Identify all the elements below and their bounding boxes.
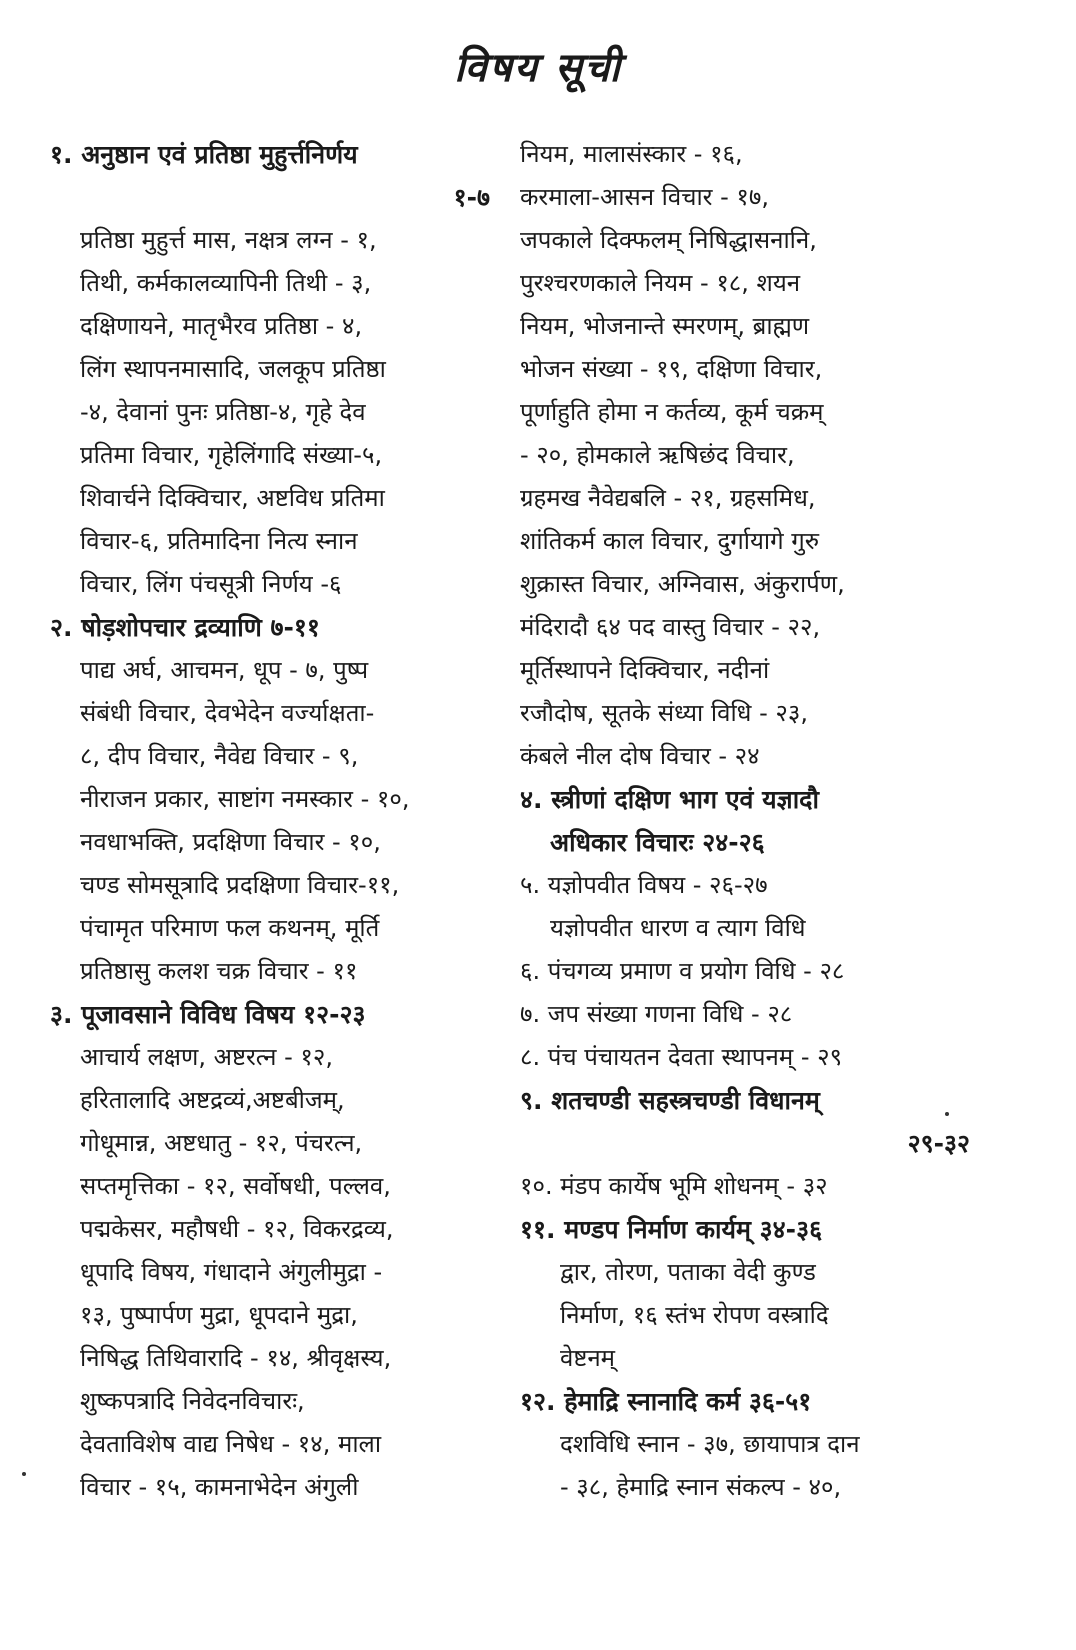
toc-line: पद्मकेसर, महौषधी - १२, विकरद्रव्य, [80,1215,394,1243]
toc-line: मूर्तिस्थापने दिक्विचार, नदीनां [520,656,770,684]
toc-line: ७. जप संख्या गणना विधि - २८ [520,1000,793,1028]
toc-line: शुष्कपत्रादि निवेदनविचारः, [80,1387,305,1415]
toc-line: निर्माण, १६ स्तंभ रोपण वस्त्रादि [560,1301,829,1329]
toc-line: रजौदोष, सूतके संध्या विधि - २३, [520,699,808,727]
toc-line: तिथी, कर्मकालव्यापिनी तिथी - ३, [80,269,372,297]
toc-line: ८, दीप विचार, नैवेद्य विचार - ९, [80,742,359,770]
toc-line: धूपादि विषय, गंधादाने अंगुलीमुद्रा - [80,1258,383,1286]
toc-line: ९. शतचण्डी सहस्त्रचण्डी विधानम् [520,1086,820,1115]
toc-line: जपकाले दिक्फलम् निषिद्धासनानि, [520,226,817,254]
toc-line: २९-३२ [907,1129,970,1158]
toc-line: - २०, होमकाले ऋषिछंद विचार, [520,441,795,469]
toc-line: करमाला-आसन विचार - १७, [520,183,770,211]
toc-line: प्रतिष्ठासु कलश चक्र विचार - ११ [80,957,358,985]
toc-line: १-७ [453,183,490,212]
toc-line: ५. यज्ञोपवीत विषय - २६-२७ [520,871,768,899]
toc-line: गोधूमान्न, अष्टधातु - १२, पंचरत्न, [80,1129,363,1157]
toc-line: सप्तमृत्तिका - १२, सर्वोषधी, पल्लव, [80,1172,391,1200]
toc-line: ३. पूजावसाने विविध विषय १२-२३ [50,1000,366,1029]
toc-line: दशविधि स्नान - ३७, छायापात्र दान [560,1430,860,1458]
toc-line: कंबले नील दोष विचार - २४ [520,742,760,770]
toc-line: नियम, मालासंस्कार - १६, [520,140,743,168]
toc-line: आचार्य लक्षण, अष्टरत्न - १२, [80,1043,333,1071]
toc-right-column [520,133,990,1509]
toc-line: दक्षिणायने, मातृभैरव प्रतिष्ठा - ४, [80,312,363,340]
toc-line: शुक्रास्त विचार, अग्निवास, अंकुरार्पण, [520,570,845,598]
toc-line: नवधाभक्ति, प्रदक्षिणा विचार - १०, [80,828,381,856]
toc-line: शांतिकर्म काल विचार, दुर्गायागे गुरु [520,527,820,555]
toc-line: प्रतिमा विचार, गृहेलिंगादि संख्या-५, [80,441,383,469]
toc-line: शिवार्चने दिक्विचार, अष्टविध प्रतिमा [80,484,385,512]
toc-line: वेष्टनम् [560,1344,616,1372]
page-speck [945,1112,949,1116]
toc-line: संबंधी विचार, देवभेदेन वर्ज्याक्षता- [80,699,375,727]
toc-line: ६. पंचगव्य प्रमाण व प्रयोग विधि - २८ [520,957,845,985]
toc-line: भोजन संख्या - १९, दक्षिणा विचार, [520,355,823,383]
toc-line: अधिकार विचारः २४-२६ [550,828,765,857]
toc-line: पाद्य अर्घ, आचमन, धूप - ७, पुष्प [80,656,369,684]
page-title: विषय सूची [454,45,622,91]
toc-line: चण्ड सोमसूत्रादि प्रदक्षिणा विचार-११, [80,871,400,899]
toc-line: -४, देवानां पुनः प्रतिष्ठा-४, गृहे देव [80,398,366,426]
toc-line: ४. स्त्रीणां दक्षिण भाग एवं यज्ञादौ [520,785,819,814]
toc-line: ८. पंच पंचायतन देवता स्थापनम् - २९ [520,1043,843,1071]
toc-line: २. षोड़शोपचार द्रव्याणि ७-११ [50,613,320,642]
toc-line: विचार-६, प्रतिमादिना नित्य स्नान [80,527,358,555]
toc-line: द्वार, तोरण, पताका वेदी कुण्ड [560,1258,816,1286]
toc-line: लिंग स्थापनमासादि, जलकूप प्रतिष्ठा [80,355,386,383]
toc-line: १२. हेमाद्रि स्नानादि कर्म ३६-५१ [520,1387,812,1416]
toc-line: यज्ञोपवीत धारण व त्याग विधि [550,914,806,942]
toc-line: - ३८, हेमाद्रि स्नान संकल्प - ४०, [560,1473,842,1501]
toc-line: मंदिरादौ ६४ पद वास्तु विचार - २२, [520,613,821,641]
toc-left-column [50,133,510,1509]
page-speck [22,1472,26,1476]
toc-line: पुरश्चरणकाले नियम - १८, शयन [520,269,801,297]
toc-line: पूर्णाहुति होमा न कर्तव्य, कूर्म चक्रम् [520,398,824,426]
toc-line: प्रतिष्ठा मुहुर्त्त मास, नक्षत्र लग्न - १, [80,226,377,254]
toc-line: नियम, भोजनान्ते स्मरणम्, ब्राह्मण [520,312,810,340]
toc-line: १. अनुष्ठान एवं प्रतिष्ठा मुहुर्त्तनिर्णय [50,140,358,169]
toc-line: निषिद्ध तिथिवारादि - १४, श्रीवृक्षस्य, [80,1344,392,1372]
toc-line: देवताविशेष वाद्य निषेध - १४, माला [80,1430,382,1458]
toc-line: ११. मण्डप निर्माण कार्यम् ३४-३६ [520,1215,823,1244]
toc-line: हरितालादि अष्टद्रव्यं,अष्टबीजम्, [80,1086,345,1114]
toc-line: विचार - १५, कामनाभेदेन अंगुली [80,1473,359,1501]
toc-line: विचार, लिंग पंचसूत्री निर्णय -६ [80,570,342,598]
toc-line: १०. मंडप कार्येष भूमि शोधनम् - ३२ [520,1172,828,1200]
toc-line: ग्रहमख नैवेद्यबलि - २१, ग्रहसमिध, [520,484,816,512]
toc-line: नीराजन प्रकार, साष्टांग नमस्कार - १०, [80,785,410,813]
toc-line: १३, पुष्पार्पण मुद्रा, धूपदाने मुद्रा, [80,1301,358,1329]
toc-line: पंचामृत परिमाण फल कथनम्, मूर्ति [80,914,380,942]
